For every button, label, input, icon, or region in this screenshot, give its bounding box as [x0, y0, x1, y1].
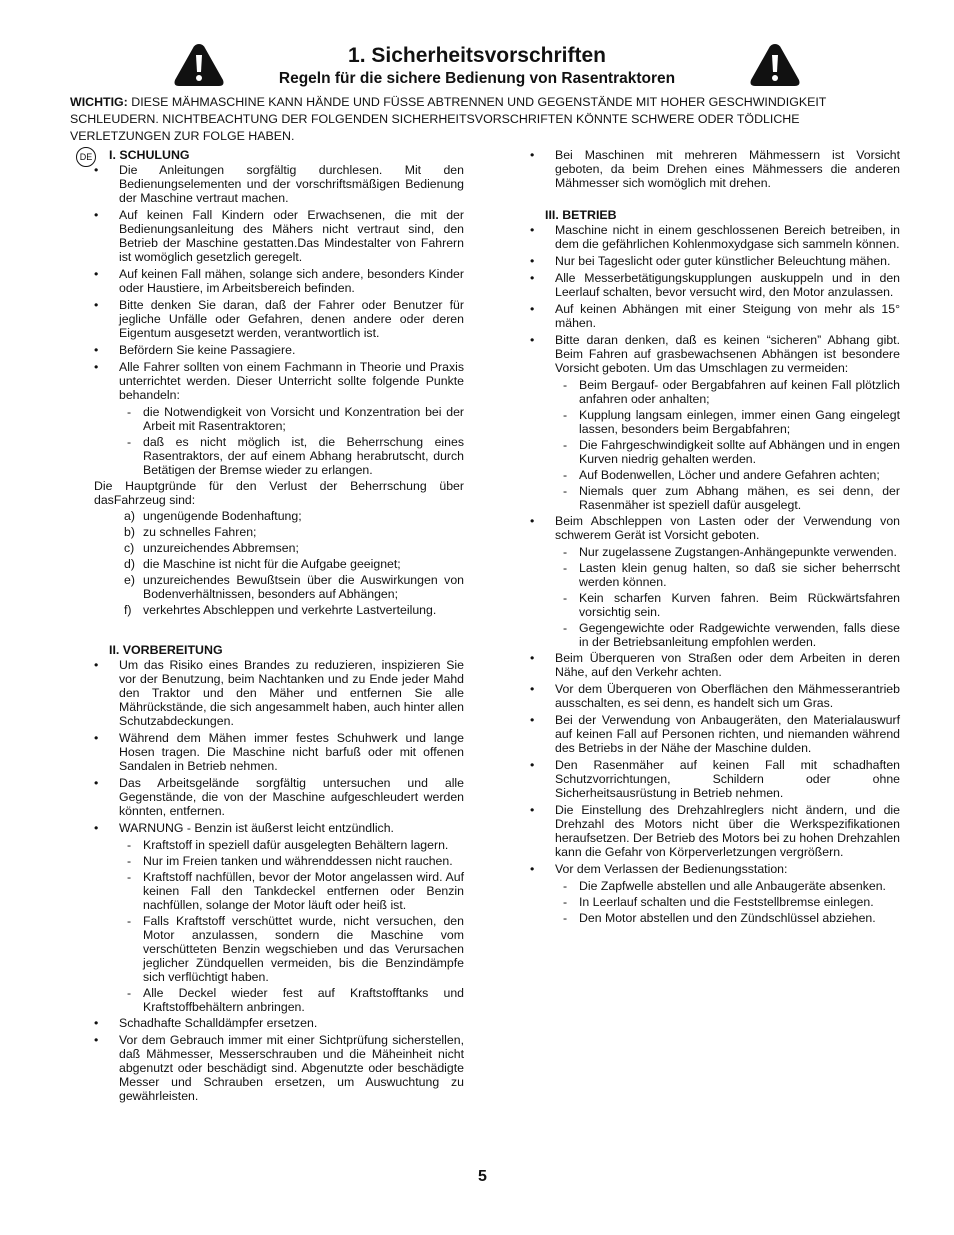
list-text: Befördern Sie keine Passagiere. [119, 343, 296, 357]
list-marker: d) [124, 557, 135, 571]
list-text: Die Anleitungen sorgfältig durchlesen. Mit den Bedienungselementen und der vorschriftsmäßigen Bedienung der Maschine vertraut machen. [119, 163, 464, 205]
list-marker: a) [124, 509, 135, 523]
list-marker: - [127, 838, 132, 852]
list-item [530, 408, 900, 436]
list-item [530, 895, 900, 909]
list-text: Auf keinen Fall mähen, solange sich andere, besonders Kinder oder Haustiere, im Arbeitsbereich befinden. [119, 267, 464, 295]
list-text: Nur bei Tageslicht oder guter künstlicher Beleuchtung mähen. [555, 254, 891, 268]
list-item [94, 838, 464, 852]
list-item [94, 435, 464, 477]
list-marker: • [530, 148, 535, 162]
list-item [94, 986, 464, 1014]
list-marker: • [530, 333, 535, 347]
list-text: Niemals quer zum Abhang mähen, es sei denn, der Rasenmäher ist speziell dafür ausgelegt. [579, 484, 900, 512]
list-item [94, 603, 464, 617]
list-text: Kupplung langsam einlegen, immer einen Gang eingelegt lassen, besonders beim Bergabfahren; [579, 408, 900, 436]
list-item [530, 514, 900, 542]
list-item [94, 573, 464, 601]
list-marker: • [94, 208, 99, 222]
list-marker: • [94, 163, 99, 177]
list-marker: - [563, 484, 568, 498]
list-item [94, 731, 464, 773]
list-marker: c) [124, 541, 135, 555]
left-column [94, 148, 464, 1106]
list-item [530, 651, 900, 679]
list-text: Das Arbeitsgelände sorgfältig untersuchen und alle Gegenstände, die von der Maschine aufgeschleudert werden könnten, entfernen. [119, 776, 464, 818]
list-marker: • [530, 651, 535, 665]
list-text: Nur im Freien tanken und währenddessen nicht rauchen. [143, 854, 453, 868]
list-text: Kein scharfen Kurven fahren. Beim Rückwärtsfahren vorsichtig sein. [579, 591, 900, 619]
list-item [530, 862, 900, 876]
section-title: III. BETRIEB [545, 208, 617, 222]
list-text: Falls Kraftstoff verschüttet wurde, nicht versuchen, den Motor anzulassen, sondern die Maschine vom verschütteten Benzin wegschieben und das Verursachen jeglicher Zündquellen vermeiden, bis die Benzindämpfe sich verflüchtigt haben. [143, 914, 464, 984]
list-marker: • [530, 254, 535, 268]
list-text: Kraftstoff in speziell dafür ausgelegten Behältern lagern. [143, 838, 449, 852]
list-marker: - [563, 621, 568, 635]
list-text: Lasten klein genug halten, so daß sie sicher beherrscht werden können. [579, 561, 900, 589]
list-text: die Maschine ist nicht für die Aufgabe geeignet; [143, 557, 401, 571]
list-item [94, 914, 464, 984]
list-item [94, 208, 464, 264]
list-text: Um das Risiko eines Brandes zu reduzieren, inspizieren Sie vor der Benutzung, beim Nachtanken und zu Ende jeder Mahd den Traktor und den Mäher und entfernen Sie alle Mährückstände, die sich angesammelt haben, auch hinter allen Schutzabdeckungen. [119, 658, 464, 728]
list-marker: f) [124, 603, 132, 617]
list-item [530, 302, 900, 330]
list-text: Auf Bodenwellen, Löcher und andere Gefahren achten; [579, 468, 880, 482]
list-text: Auf keinen Abhängen mit einer Steigung von mehr als 15° mähen. [555, 302, 900, 330]
list-marker: • [94, 1016, 99, 1030]
list-text: unzureichendes Abbremsen; [143, 541, 299, 555]
list-marker: • [530, 302, 535, 316]
section [530, 208, 900, 925]
important-label: WICHTIG: [70, 95, 128, 109]
list-marker: - [127, 854, 132, 868]
list-text: Die Zapfwelle abstellen und alle Anbaugeräte absenken. [579, 879, 886, 893]
list-item [530, 438, 900, 466]
list-marker: • [530, 758, 535, 772]
list-marker: - [563, 561, 568, 575]
page-subtitle: Regeln für die sichere Bedienung von Rasentraktoren [278, 70, 676, 87]
section-title: I. SCHULUNG [109, 148, 190, 162]
list-marker: - [563, 438, 568, 452]
list-text: zu schnelles Fahren; [143, 525, 257, 539]
language-badge: DE [76, 147, 96, 167]
list-text: Gegengewichte oder Radgewichte verwenden, falls diese in der Betriebsanleitung empfohlen werden. [579, 621, 900, 649]
list-text: Vor dem Überqueren von Oberflächen den Mähmesserantrieb ausschalten, es sei denn, es handelt sich um Gras. [555, 682, 900, 710]
list-item [94, 541, 464, 555]
list-marker: - [127, 986, 132, 1000]
list-item [94, 405, 464, 433]
list-marker: - [563, 895, 568, 909]
list-item [530, 911, 900, 925]
list-item [530, 468, 900, 482]
list-marker: • [94, 821, 99, 835]
list-item [530, 545, 900, 559]
list-item [530, 682, 900, 710]
list-marker: • [94, 658, 99, 672]
list-text: Bitte daran denken, daß es keinen “sicheren” Abhang gibt. Beim Fahren auf grasbewachsenen Abhängen ist besondere Vorsicht geboten. Um das Umschlagen zu vermeiden: [555, 333, 900, 375]
list-item [94, 557, 464, 571]
list-text: Auf keinen Fall Kindern oder Erwachsenen, die mit der Bedienungsanleitung des Mähers nicht vertraut sind, den Betrieb der Maschine gestatten.Das Mindestalter von Fahrern ist womöglich gesetzlich geregelt. [119, 208, 464, 264]
list-marker: - [563, 468, 568, 482]
important-text: DIESE MÄHMASCHINE KANN HÄNDE UND FÜSSE ABTRENNEN UND GEGENSTÄNDE MIT HOHER GESCHWINDIGKEIT SCHLEUDERN. NICHTBEACHTUNG DER FOLGENDEN SICHERHEITSVORSCHRIFTEN KÖNNTE SCHWERE ODER TÖDLICHE VERLETZUNGEN ZUR FOLGE HABEN. [70, 95, 827, 143]
list-text: Beim Bergauf- oder Bergabfahren auf keinen Fall plötzlich anfahren oder anhalten; [579, 378, 900, 406]
page-number: 5 [478, 1168, 487, 1185]
list-marker: • [94, 776, 99, 790]
list-text: Den Rasenmäher auf keinen Fall mit schadhaften Schutzvorrichtungen, Schildern oder ohne Sicherheitsausrüstung in Betrieb nehmen. [555, 758, 900, 800]
list-item [94, 821, 464, 835]
list-text: die Notwendigkeit von Vorsicht und Konzentration bei der Arbeit mit Rasentraktoren; [143, 405, 464, 433]
list-item [530, 148, 900, 190]
list-item [94, 163, 464, 205]
section-title: II. VORBEREITUNG [109, 643, 223, 657]
list-marker: • [94, 731, 99, 745]
list-marker: • [94, 1033, 99, 1047]
list-item [530, 591, 900, 619]
list-marker: • [530, 223, 535, 237]
list-item [530, 254, 900, 268]
list-marker: • [530, 862, 535, 876]
list-text: Beim Abschleppen von Lasten oder der Verwendung von schwerem Gerät ist Vorsicht geboten. [555, 514, 900, 542]
list-marker: • [530, 514, 535, 528]
list-text: Die Fahrgeschwindigkeit sollte auf Abhängen und in engen Kurven niedrig gehalten werden. [579, 438, 900, 466]
list-text: Die Hauptgründe für den Verlust der Beherrschung über dasFahrzeug sind: [94, 479, 464, 507]
list-item [530, 561, 900, 589]
list-marker: • [530, 271, 535, 285]
list-text: Bei Maschinen mit mehreren Mähmessern ist Vorsicht geboten, da beim Drehen eines Mähmessers die anderen Mähmesser sich womöglich mit drehen. [555, 148, 900, 190]
list-item [530, 758, 900, 800]
list-item [94, 658, 464, 728]
list-item [530, 803, 900, 859]
list-text: verkehrtes Abschleppen und verkehrte Lastverteilung. [143, 603, 437, 617]
list-marker: • [94, 298, 99, 312]
list-marker: • [94, 343, 99, 357]
list-text: Den Motor abstellen und den Zündschlüssel abziehen. [579, 911, 876, 925]
list-text: Vor dem Verlassen der Bedienungsstation: [555, 862, 788, 876]
list-item [530, 484, 900, 512]
page-title: 1. Sicherheitsvorschriften [348, 44, 606, 67]
important-notice [70, 94, 900, 145]
paragraph [94, 479, 464, 507]
list-text: Kraftstoff nachfüllen, bevor der Motor angelassen wird. Auf keinen Fall den Tankdeckel entfernen oder Benzin nachfüllen, solange der Motor läuft oder heiß ist. [143, 870, 464, 912]
list-text: unzureichendes Bewußtsein über die Auswirkungen von Bodenverhältnissen, besonders auf Abhängen; [143, 573, 464, 601]
section [94, 643, 464, 1103]
list-text: Bei der Verwendung von Anbaugeräten, den Materialauswurf auf keinen Fall auf Personen richten, und niemanden während des Betriebs in der Nähe der Maschine dulden. [555, 713, 900, 755]
list-text: Alle Deckel wieder fest auf Kraftstofftanks und Kraftstoffbehältern anbringen. [143, 986, 464, 1014]
list-item [530, 378, 900, 406]
list-marker: • [94, 360, 99, 374]
list-text: Bitte denken Sie daran, daß der Fahrer oder Benutzer für jegliche Unfälle oder Gefahren, denen andere oder deren Eigentum ausgesetzt werden, verantwortlich ist. [119, 298, 464, 340]
list-text: daß es nicht möglich ist, die Beherrschung eines Rasentraktors, der auf einem Abhang herabrutscht, durch Betätigen der Bremse wieder zu erlangen. [143, 435, 464, 477]
list-text: Vor dem Gebrauch immer mit einer Sichtprüfung sicherstellen, daß Mähmesser, Messerschrauben und die Mäheinheit nicht abgenutzt oder beschädigt sind. Abgenutzte oder beschädigte Messer und Schrauben ersetzen, um Auswuchtung zu gewährleisten. [119, 1033, 464, 1103]
list-item [530, 621, 900, 649]
list-marker: - [563, 911, 568, 925]
list-item [94, 776, 464, 818]
list-marker: e) [124, 573, 135, 587]
list-marker: - [563, 545, 568, 559]
list-marker: - [563, 879, 568, 893]
list-text: Alle Messerbetätigungskupplungen auskuppeln und in den Leerlauf schalten, bevor versucht wird, den Motor anzulassen. [555, 271, 900, 299]
section [94, 148, 464, 617]
list-item [94, 854, 464, 868]
list-item [94, 509, 464, 523]
list-item [94, 870, 464, 912]
list-item [530, 223, 900, 251]
list-marker: • [530, 803, 535, 817]
list-text: Nur zugelassene Zugstangen-Anhängepunkte verwenden. [579, 545, 897, 559]
list-marker: - [127, 914, 132, 928]
list-item [94, 1016, 464, 1030]
list-text: Während dem Mähen immer festes Schuhwerk und lange Hosen tragen. Die Maschine nicht barfuß oder mit offenen Sandalen in Betrieb nehmen. [119, 731, 464, 773]
list-marker: - [563, 408, 568, 422]
list-item [530, 713, 900, 755]
list-text: Die Einstellung des Drehzahlreglers nicht ändern, und die Drehzahl des Motors nicht über die Werkspezifikationen heraufsetzen. Der Betrieb des Motors bei zu hohen Drehzahlen kann die Gefahr von Körperverletzungen vergrößern. [555, 803, 900, 859]
list-text: Beim Überqueren von Straßen oder dem Arbeiten in deren Nähe, auf den Verkehr achten. [555, 651, 900, 679]
list-item [94, 343, 464, 357]
list-item [94, 525, 464, 539]
list-marker: - [563, 378, 568, 392]
list-item [530, 271, 900, 299]
list-marker: - [127, 435, 132, 449]
list-item [94, 1033, 464, 1103]
list-item [94, 298, 464, 340]
list-marker: b) [124, 525, 135, 539]
list-item [94, 267, 464, 295]
list-text: WARNUNG - Benzin ist äußerst leicht entzündlich. [119, 821, 394, 835]
list-marker: • [530, 713, 535, 727]
list-marker: - [127, 405, 132, 419]
list-marker: • [94, 267, 99, 281]
list-marker: - [127, 870, 132, 884]
section [530, 148, 900, 190]
list-text: ungenügende Bodenhaftung; [143, 509, 302, 523]
list-text: In Leerlauf schalten und die Feststellbremse einlegen. [579, 895, 874, 909]
right-column [530, 148, 900, 927]
list-marker: - [563, 591, 568, 605]
list-text: Maschine nicht in einem geschlossenen Bereich betreiben, in dem die gefährlichen Kohlenmoxydgase sich sammeln können. [555, 223, 900, 251]
list-text: Alle Fahrer sollten von einem Fachmann in Theorie und Praxis unterrichtet werden. Dieser Unterricht sollte folgende Punkte behandeln: [119, 360, 464, 402]
list-item [94, 360, 464, 402]
list-text: Schadhafte Schalldämpfer ersetzen. [119, 1016, 318, 1030]
list-item [530, 879, 900, 893]
list-marker: • [530, 682, 535, 696]
list-item [530, 333, 900, 375]
